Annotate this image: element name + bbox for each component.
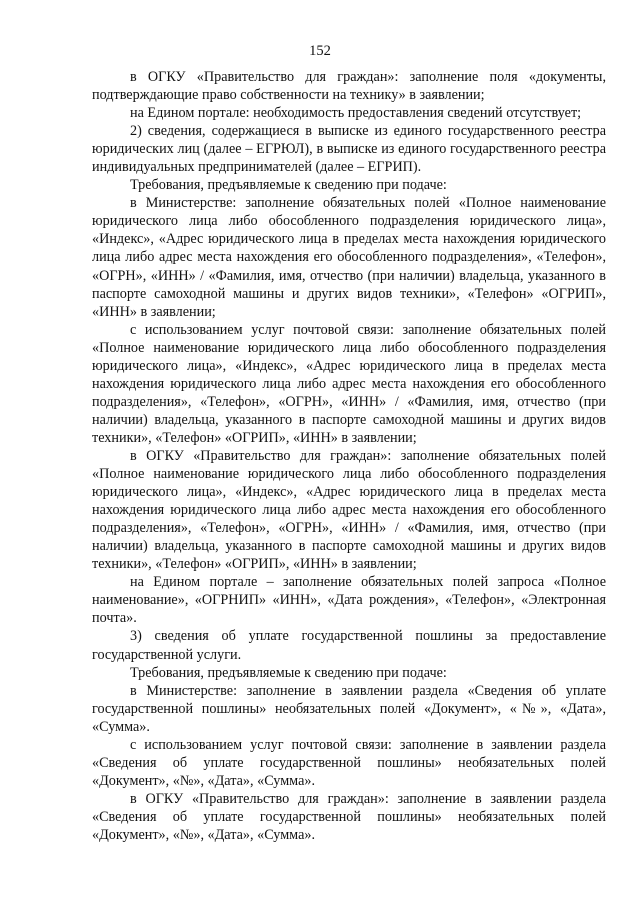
paragraph: Требования, предъявляемые к сведению при подаче: bbox=[130, 177, 447, 194]
paragraph: на Едином портале – заполнение обязательных полей запроса «Полное наименование», «ОГРНИП» «ИНН», «Дата рождения», «Телефон», «Электронная почта». bbox=[92, 574, 606, 627]
paragraph: в ОГКУ «Правительство для граждан»: заполнение в заявлении раздела «Сведения об уплате государственной пошлины» необязательных полей «Документ», «№», «Дата», «Сумма». bbox=[92, 790, 606, 843]
paragraph: в ОГКУ «Правительство для граждан»: заполнение обязательных полей «Полное наименование юридического лица либо обособленного подразделения юридического лица», «Индекс», «Адрес юридического лица в пределах места нахождения юридического лица либо адрес места нахождения его обособленного подразделения», «Телефон», «ОГРН», «ИНН» / «Фамилия, имя, отчество (при наличии) владельца, указанного в паспорте самоходной машины и других видов техники», «Телефон» «ОГРИП», «ИНН» в заявлении; bbox=[92, 447, 606, 573]
paragraph: в Министерстве: заполнение обязательных полей «Полное наименование юридического лица либо обособленного подразделения юридического лица», «Индекс», «Адрес юридического лица в пределах места нахождения юридического лица либо адрес места нахождения его обособленного подразделения», «Телефон», «ОГРН», «ИНН» / «Фамилия, имя, отчество (при наличии) владельца, указанного в паспорте самоходной машины и других видов техники», «Телефон» «ОГРИП», «ИНН» в заявлении; bbox=[92, 195, 606, 320]
document-body bbox=[92, 68, 606, 844]
paragraph: Требования, предъявляемые к сведению при подаче: bbox=[130, 664, 447, 681]
paragraph: 3) сведения об уплате государственной пошлины за предоставление государственной услуги. bbox=[92, 628, 606, 663]
paragraph: с использованием услуг почтовой связи: заполнение обязательных полей «Полное наименование юридического лица либо обособленного подразделения юридического лица», «Индекс», «Адрес юридического лица в пределах места нахождения юридического лица либо адрес места нахождения его обособленного подразделения», «Телефон», «ОГРН», «ИНН» / «Фамилия, имя, отчество (при наличии) владельца, указанного в паспорте самоходной машины и других видов техники», «Телефон» «ОГРИП», «ИНН» в заявлении; bbox=[92, 321, 606, 446]
paragraph: в ОГКУ «Правительство для граждан»: заполнение поля «документы, подтверждающие право собственности на технику» в заявлении; bbox=[92, 69, 606, 104]
paragraph: в Министерстве: заполнение в заявлении раздела «Сведения об уплате государственной пошлины» необязательных полей «Документ», «№», «Дата», «Сумма». bbox=[92, 682, 606, 735]
paragraph: 2) сведения, содержащиеся в выписке из единого государственного реестра юридических лиц (далее – ЕГРЮЛ), в выписке из единого государственного реестра индивидуальных предпринимателей (далее – ЕГРИП). bbox=[92, 123, 606, 176]
paragraph: с использованием услуг почтовой связи: заполнение в заявлении раздела «Сведения об уплате государственной пошлины» необязательных полей «Документ», «№», «Дата», «Сумма». bbox=[92, 736, 606, 789]
paragraph: на Едином портале: необходимость предоставления сведений отсутствует; bbox=[130, 105, 582, 122]
page-number: 152 bbox=[309, 43, 331, 59]
